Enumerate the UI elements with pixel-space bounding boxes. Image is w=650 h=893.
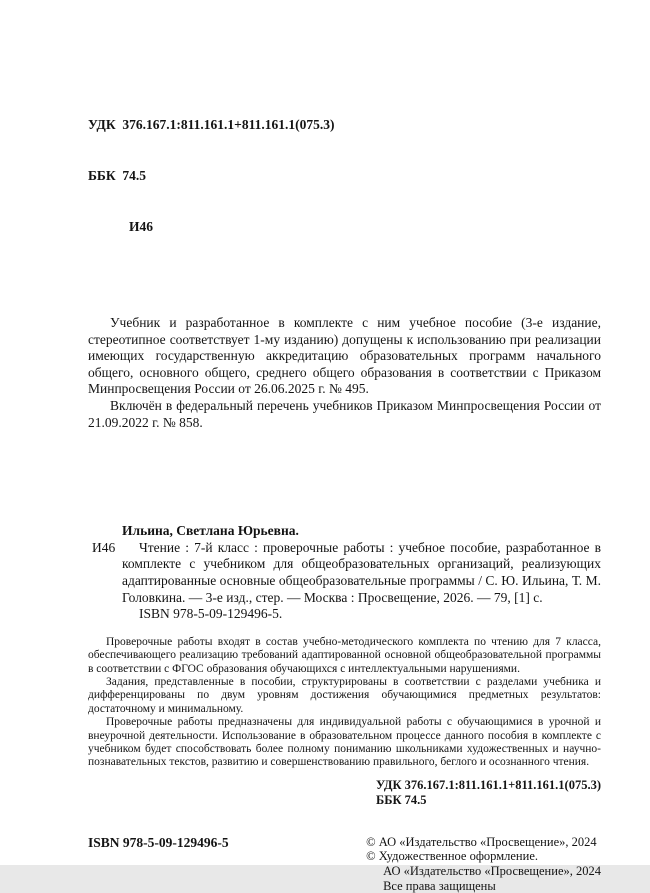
copyright-line-publisher: © АО «Издательство «Просвещение», 2024 <box>366 834 597 849</box>
catalog-description: Чтение : 7-й класс : проверочные работы : учебное пособие, разработанное в комплекте с учебником для общеобразовательных организаций, реализующих адаптированные основные общеобразовательные программы / С. Ю. Ильина, Т. М. Головкина. — 3-е изд., стер. — Москва : Просвещение, 2026. — 79, [1] с. <box>122 539 601 605</box>
catalog-author-sign: И46 <box>92 539 116 555</box>
copyright-line-publisher-2: АО «Издательство «Просвещение», 2024 <box>383 863 601 878</box>
bottom-codes-block <box>88 778 601 809</box>
author-sign-code: И46 <box>129 219 154 234</box>
top-codes-block <box>88 82 601 269</box>
udk-code-bottom: УДК 376.167.1:811.161.1+811.161.1(075.3) <box>375 777 601 792</box>
bbk-code-bottom: ББК 74.5 <box>375 792 427 807</box>
footer-isbn: ISBN 978-5-09-129496-5 <box>88 834 229 850</box>
footer <box>88 835 601 893</box>
catalog-entry <box>92 539 601 606</box>
catalog-author: Ильина, Светлана Юрьевна. <box>122 523 299 539</box>
annotation-paragraph-1: Проверочные работы входят в состав учебно-методического комплекта по чтению для 7 класса, обеспечивающего реализацию требований адаптированной основной общеобразовательной программы в соответствии с ФГОС образования обучающихся с интеллектуальными нарушениями. <box>88 635 601 675</box>
annotation-paragraph-2: Задания, представленные в пособии, структурированы в соответствии с разделами учебника и дифференцированы по двум уровням достижения обучающимися предметных результатов: достаточному и минимальному. <box>88 675 601 715</box>
copyright-block <box>366 835 601 893</box>
approval-paragraph-2: Включён в федеральный перечень учебников Приказом Минпросвещения России от 21.09.2022 г. № 858. <box>88 397 601 430</box>
catalog-isbn: ISBN 978-5-09-129496-5. <box>139 606 283 622</box>
page-content <box>88 82 601 893</box>
approval-block <box>88 315 601 431</box>
annotation-block <box>88 636 601 770</box>
copyright-line-artwork: © Художественное оформление. <box>366 849 538 864</box>
bbk-code: ББК 74.5 <box>88 168 147 183</box>
catalog-card <box>92 523 601 623</box>
approval-paragraph-1: Учебник и разработанное в комплекте с ним учебное пособие (3-е издание, стереотипное соответствует 1-му изданию) допущены к использованию при реализации имеющих государственную аккредитацию образовательных программ начального общего, основного общего, среднего общего образования в соответствии с Приказом Минпросвещения России от 26.06.2025 г. № 495. <box>88 315 601 397</box>
annotation-paragraph-3: Проверочные работы предназначены для индивидуальной работы с обучающимися в урочной и внеурочной деятельности. Использование в образовательном процессе данного пособия в комплекте с учебником будет способствовать более полному пониманию школьниками художественных и научно-познавательных текстов, развитию и совершенствованию правильного, беглого и осознанного чтения. <box>88 716 601 769</box>
udk-code: УДК 376.167.1:811.161.1+811.161.1(075.3) <box>88 117 335 132</box>
copyright-line-rights: Все права защищены <box>383 878 496 893</box>
